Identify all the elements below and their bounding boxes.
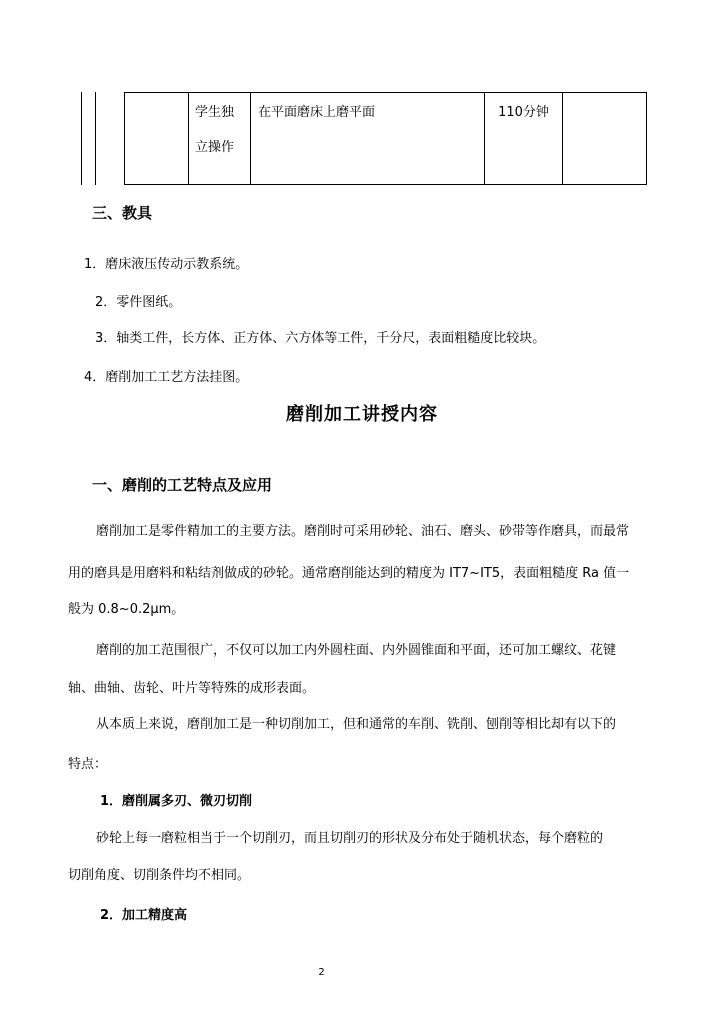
table-row — [125, 93, 647, 185]
paragraph-line: 轴、曲轴、齿轮、叶片等特殊的成形表面。 — [68, 681, 316, 696]
margin-line-left — [81, 92, 82, 185]
paragraph-line: 切削角度、切削条件均不相同。 — [68, 868, 251, 883]
table-cell-task — [251, 93, 485, 185]
table-cell-mode — [189, 93, 251, 185]
section-heading-process-features: 一、磨削的工艺特点及应用 — [92, 476, 273, 494]
list-item: 2．零件图纸。 — [95, 295, 182, 310]
table-cell-time — [485, 93, 563, 185]
time-text: 110分钟 — [498, 105, 549, 120]
section-heading-teaching-aids: 三、教具 — [92, 204, 153, 222]
mode-line-2: 立操作 — [195, 140, 235, 155]
subsection-heading: 1．磨削属多刃、微刃切削 — [100, 794, 253, 809]
list-item: 3．轴类工件，长方体、正方体、六方体等工件，千分尺，表面粗糙度比较块。 — [95, 331, 546, 346]
list-item: 4．磨削加工工艺方法挂图。 — [84, 370, 249, 385]
task-text: 在平面磨床上磨平面 — [258, 105, 376, 120]
schedule-table — [124, 92, 647, 185]
subsection-heading: 2．加工精度高 — [100, 908, 188, 923]
paragraph-line: 磨削加工是零件精加工的主要方法。磨削时可采用砂轮、油石、磨头、砂带等作磨具，而最常 — [96, 524, 630, 539]
paragraph-line: 砂轮上每一磨粒相当于一个切削刃，而且切削刃的形状及分布处于随机状态，每个磨粒的 — [96, 831, 604, 846]
paragraph-line: 特点： — [68, 757, 108, 772]
list-item: 1．磨床液压传动示教系统。 — [84, 257, 249, 272]
paragraph-line: 磨削的加工范围很广，不仅可以加工内外圆柱面、内外圆锥面和平面，还可加工螺纹、花键 — [96, 643, 617, 658]
table-cell-blank — [563, 93, 647, 185]
page-title: 磨削加工讲授内容 — [286, 404, 438, 425]
mode-line-1: 学生独 — [195, 105, 235, 120]
table-cell-blank — [125, 93, 189, 185]
margin-line-right — [95, 92, 96, 185]
page-number: 2 — [318, 967, 325, 978]
paragraph-line: 般为 0.8~0.2μm。 — [68, 602, 185, 617]
paragraph-line: 从本质上来说，磨削加工是一种切削加工，但和通常的车削、铣削、刨削等相比却有以下的 — [96, 717, 617, 732]
paragraph-line: 用的磨具是用磨料和粘结剂做成的砂轮。通常磨削能达到的精度为 IT7~IT5，表面粗糙度 Ra 值一 — [68, 566, 630, 581]
